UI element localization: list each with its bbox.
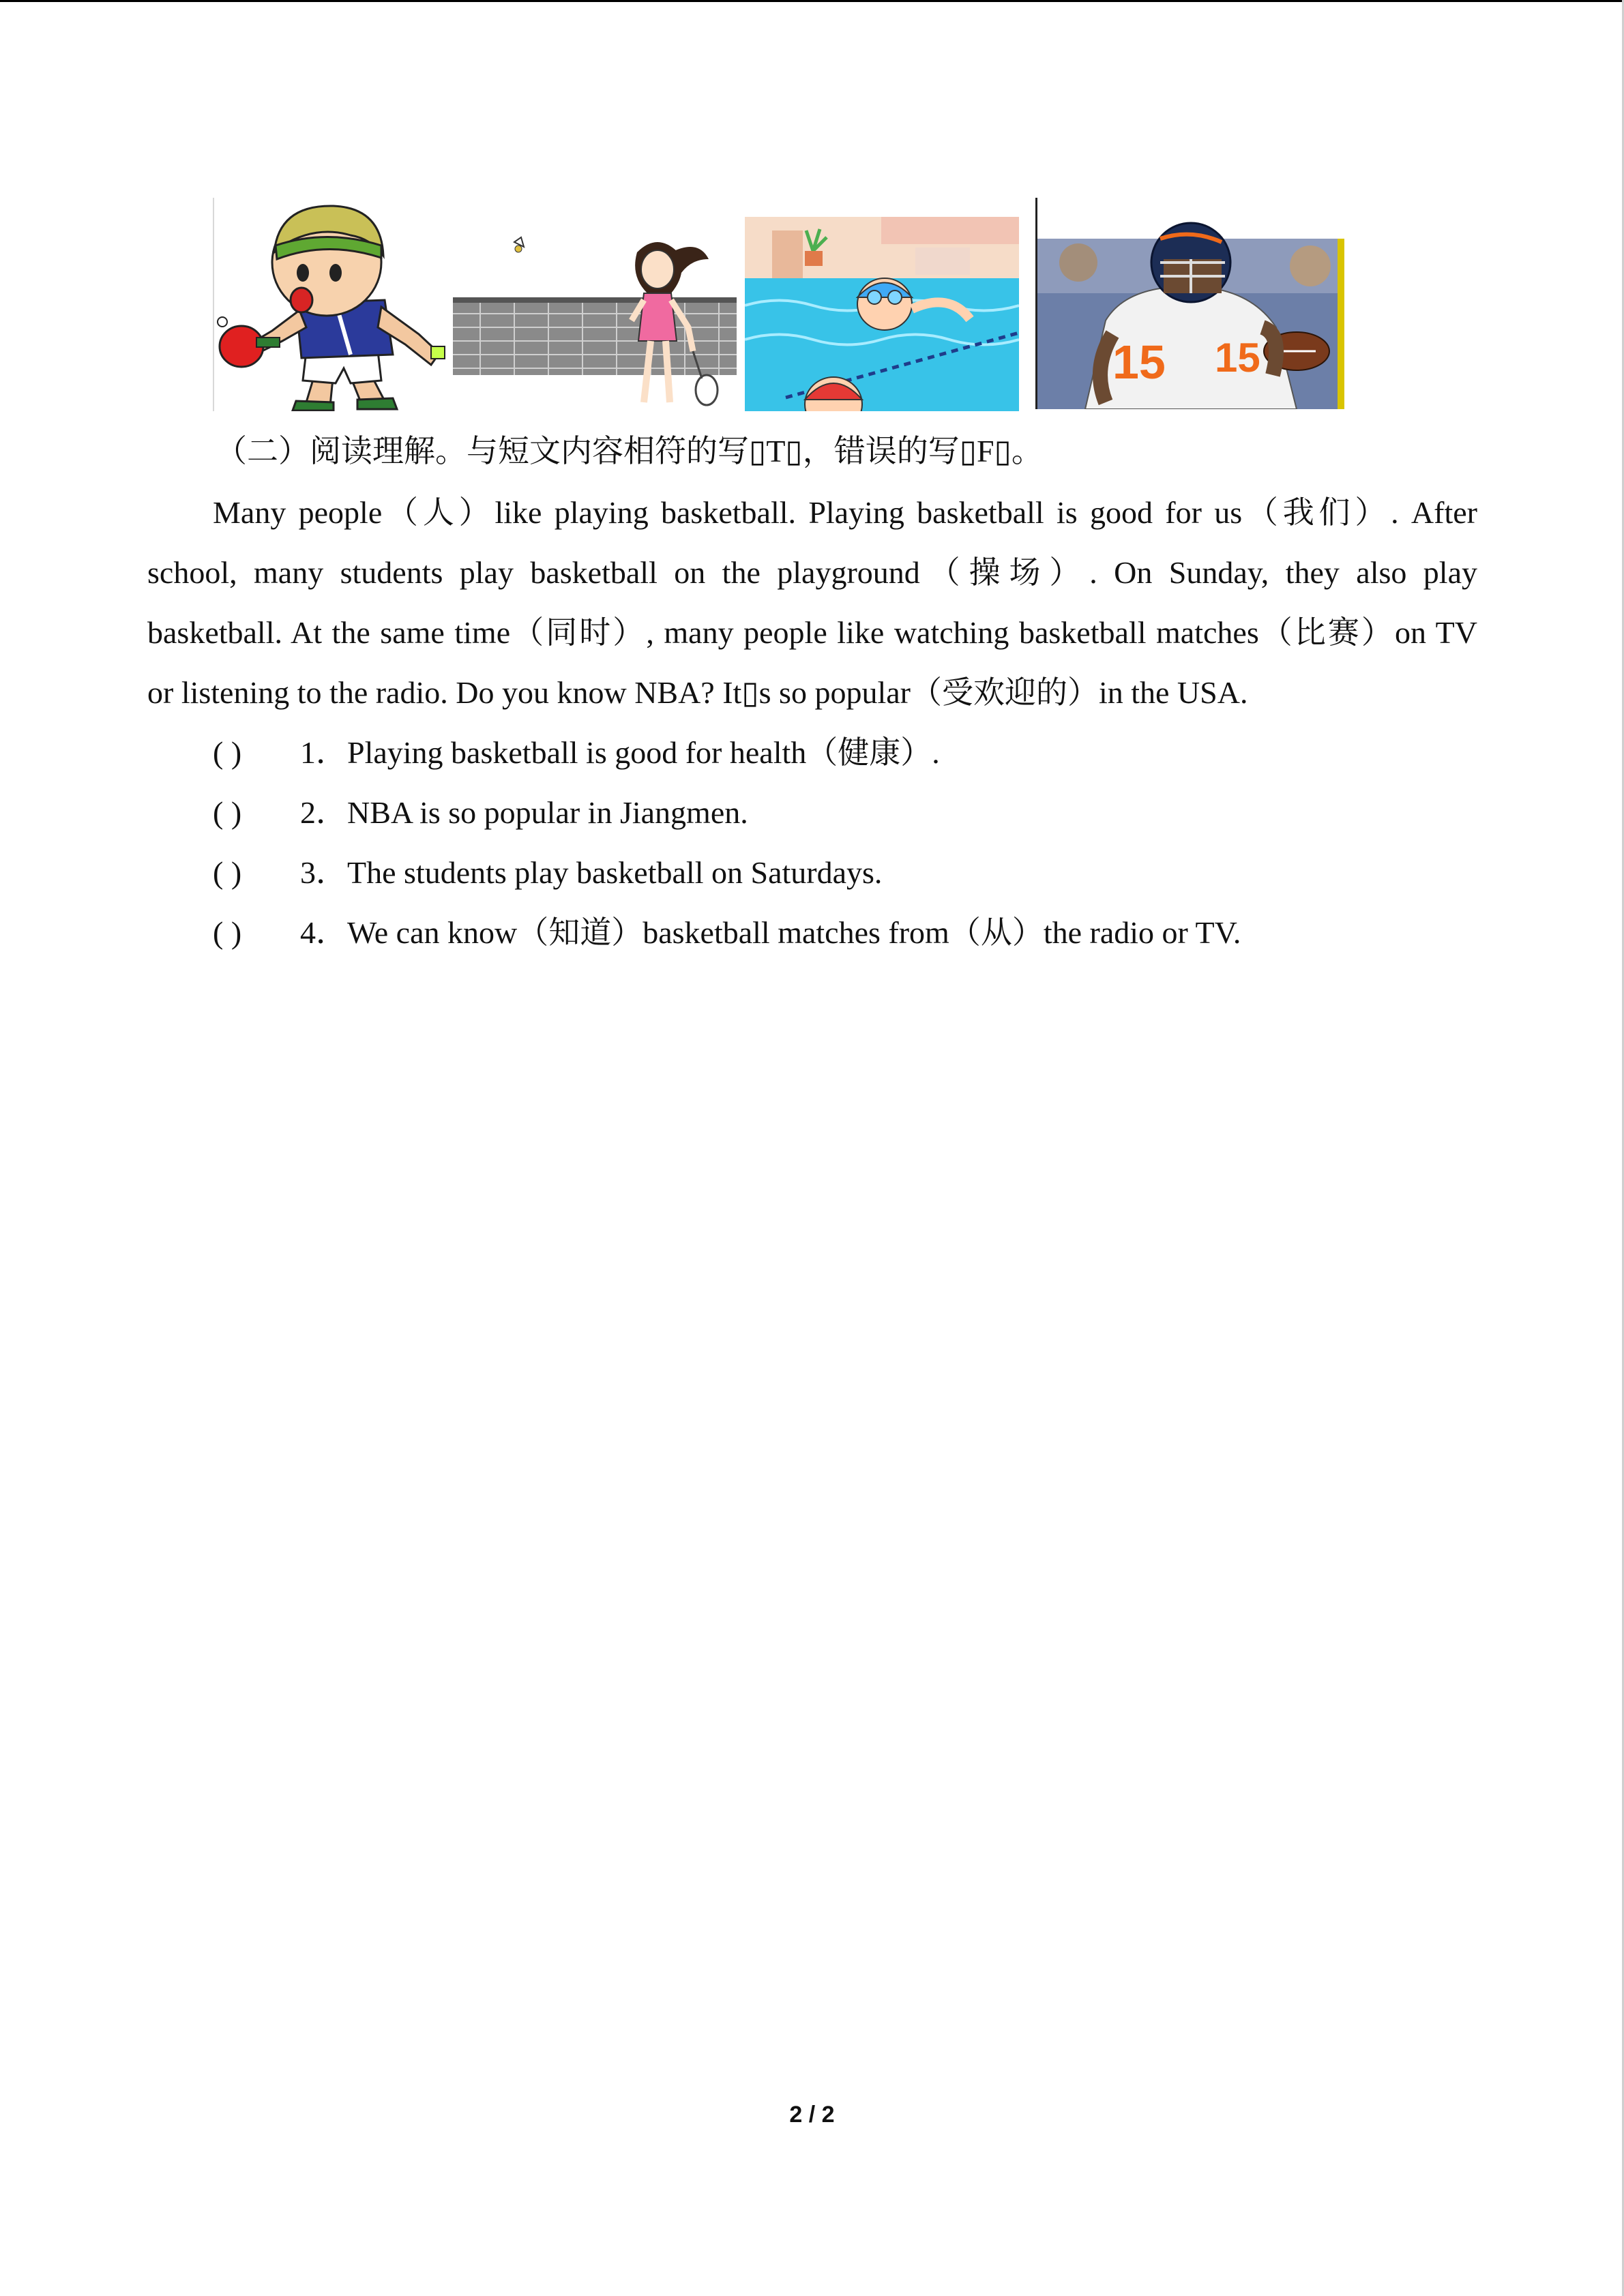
answer-blank[interactable]: ( ) xyxy=(213,915,242,950)
page-number: 2 / 2 xyxy=(789,2102,835,2128)
answer-blank[interactable]: ( ) xyxy=(213,855,242,890)
badminton-illustration xyxy=(453,232,737,411)
question-text: The students play basketball on Saturdays. xyxy=(347,855,883,890)
swimming-illustration xyxy=(745,217,1019,411)
question-number: 1． xyxy=(300,735,347,770)
top-border xyxy=(0,0,1624,2)
passage-line-3: basketball. At the same time（同时）, many people like watching basketball matches（比赛）on TV xyxy=(147,615,1477,650)
badminton-picture xyxy=(453,232,737,411)
question-2 xyxy=(213,792,748,833)
football-player-photo xyxy=(1037,198,1344,409)
svg-text:15: 15 xyxy=(1215,335,1260,381)
question-number: 3． xyxy=(300,855,347,890)
passage-line-1: Many people（人）like playing basketball. Playing basketball is good for us（我们）. After xyxy=(213,495,1477,530)
ping-pong-picture xyxy=(213,198,447,411)
section-title: （二）阅读理解。与短文内容相符的写▯T▯，错误的写▯F▯。 xyxy=(216,434,1043,468)
question-text: NBA is so popular in Jiangmen. xyxy=(347,795,748,830)
question-3 xyxy=(213,852,882,893)
svg-text:15: 15 xyxy=(1112,336,1166,389)
ping-pong-illustration xyxy=(214,198,447,411)
question-1 xyxy=(213,732,940,773)
passage-line-4: or listening to the radio. Do you know NBA? It▯s so popular（受欢迎的）in the USA. xyxy=(147,675,1248,710)
question-text: Playing basketball is good for health（健康）. xyxy=(347,735,940,770)
swimming-picture xyxy=(745,217,1019,411)
passage-line-2: school, many students play basketball on the playground（操场）. On Sunday, they also play xyxy=(147,555,1477,590)
answer-blank[interactable]: ( ) xyxy=(213,735,242,770)
question-text: We can know（知道）basketball matches from（从）the radio or TV. xyxy=(347,915,1241,950)
question-4 xyxy=(213,912,1241,953)
american-football-picture xyxy=(1035,198,1344,409)
answer-blank[interactable]: ( ) xyxy=(213,795,242,830)
question-number: 2． xyxy=(300,795,347,830)
question-number: 4． xyxy=(300,915,347,950)
